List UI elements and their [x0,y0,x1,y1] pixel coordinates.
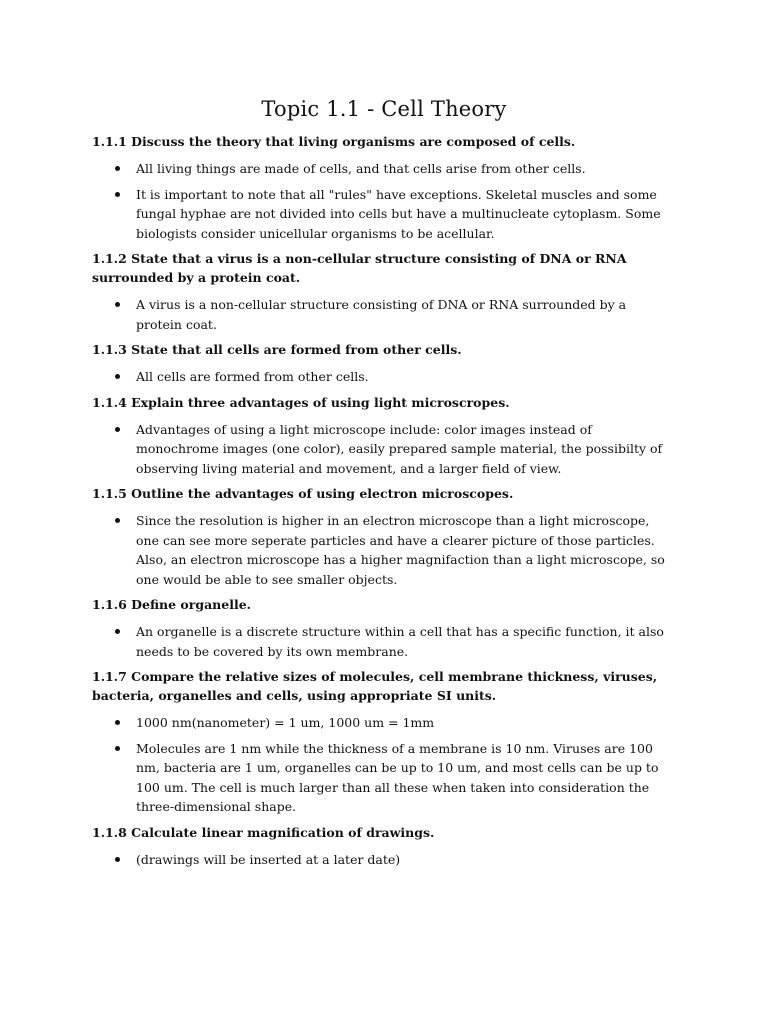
bullet-list [92,622,676,661]
list-item [92,185,676,244]
section-heading: 1.1.7 Compare the relative sizes of molecules, cell membrane thickness, viruses, bacteria, organelles and cells, using appropriate SI units. [92,669,658,703]
section-heading: 1.1.4 Explain three advantages of using light microscropes. [92,394,510,410]
bullet-icon [115,857,120,862]
list-item [92,295,676,334]
bullet-icon [115,427,120,432]
page-title: Topic 1.1 - Cell Theory [261,97,507,121]
section-1-1-3 [92,340,676,387]
section-1-1-5 [92,484,676,589]
section-heading: 1.1.1 Discuss the theory that living organisms are composed of cells. [92,134,576,149]
list-item-text: Since the resolution is higher in an electron microscope than a light microscope, one can see more seperate particles and have a clearer picture of those particles. Also, an electron microscope has a higher magnifaction than a light microscope, so one would be able to see smaller objects. [136,513,665,587]
bullet-list [92,511,676,589]
section-heading: 1.1.3 State that all cells are formed from other cells. [92,342,462,357]
section-heading: 1.1.8 Calculate linear magnification of drawings. [92,824,435,840]
list-item-text: Molecules are 1 nm while the thickness of a membrane is 10 nm. Viruses are 100 nm, bacteria are 1 um, organelles can be up to 10 um, and most cells can be up to 100 um. The cell is much larger than all these when taken into consideration the three-dimensional shape. [136,740,659,814]
bullet-list [92,295,676,334]
list-item-text: A virus is a non-cellular structure consisting of DNA or RNA surrounded by a protein coat. [136,297,627,332]
bullet-icon [115,166,120,171]
list-item-text: An organelle is a discrete structure within a cell that has a specific function, it also needs to be covered by its own membrane. [136,624,664,659]
list-item-text: All cells are formed from other cells. [136,369,369,384]
list-item-text: (drawings will be inserted at a later date) [136,851,401,867]
list-item [92,159,676,179]
list-item-text: All living things are made of cells, and that cells arise from other cells. [136,161,586,176]
bullet-icon [115,302,120,307]
section-heading: 1.1.2 State that a virus is a non-cellular structure consisting of DNA or RNA surrounded by a protein coat. [92,251,627,285]
list-item-text: It is important to note that all "rules" have exceptions. Skeletal muscles and some fungal hyphae are not divided into cells but have a multinucleate cytoplasm. Some biologists consider unicellular organisms to be acellular. [136,186,661,241]
list-item [92,850,676,870]
list-item-text: 1000 nm(nanometer) = 1 um, 1000 um = 1mm [136,715,435,730]
section-1-1-4 [92,393,676,479]
bullet-icon [115,746,120,751]
bullet-icon [115,518,120,523]
section-1-1-2 [92,249,676,334]
bullet-icon [115,720,120,725]
section-1-1-8 [92,823,676,870]
bullet-list [92,159,676,243]
section-1-1-1 [92,132,676,243]
bullet-list [92,850,676,870]
list-item [92,420,676,479]
bullet-list [92,367,676,387]
bullet-icon [115,192,120,197]
section-heading: 1.1.6 Define organelle. [92,597,252,612]
bullet-icon [115,374,120,379]
section-1-1-6 [92,595,676,661]
list-item [92,713,676,733]
bullet-list [92,420,676,479]
section-heading: 1.1.5 Outline the advantages of using electron microscopes. [92,486,514,501]
list-item [92,511,676,589]
list-item [92,622,676,661]
bullet-icon [115,629,120,634]
bullet-list [92,713,676,817]
list-item-text: Advantages of using a light microscope include: color images instead of monochrome images (one color), easily prepared sample material, the possibilty of observing living material and movement, and a larger field of view. [136,421,663,476]
list-item [92,739,676,817]
list-item [92,367,676,387]
section-1-1-7 [92,667,676,817]
